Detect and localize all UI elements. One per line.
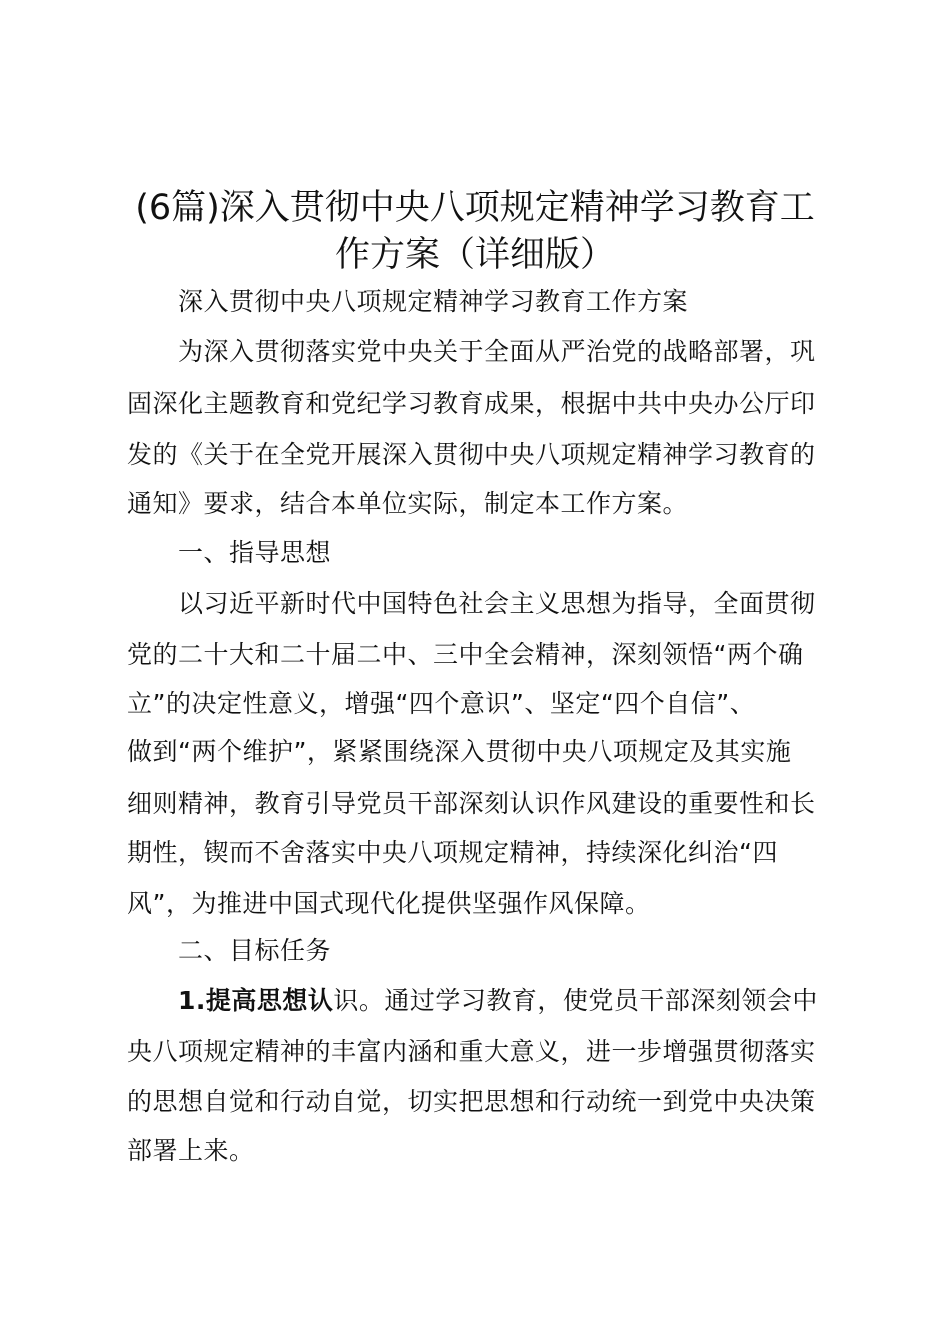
section-heading-2: 二、目标任务 bbox=[178, 936, 332, 965]
section1-paragraph-line: 风”，为推进中国式现代化提供坚强作风保障。 bbox=[127, 889, 651, 918]
intro-paragraph-line: 通知》要求，结合本单位实际，制定本工作方案。 bbox=[127, 489, 689, 518]
section1-paragraph-line: 党的二十大和二十届二中、三中全会精神，深刻领悟“两个确 bbox=[127, 640, 804, 669]
document-title-line-1: (6篇)深入贯彻中央八项规定精神学习教育工 bbox=[135, 188, 815, 228]
section2-item1-line bbox=[178, 984, 838, 1018]
section1-paragraph-line: 做到“两个维护”，紧紧围绕深入贯彻中央八项规定及其实施 bbox=[127, 737, 792, 766]
document-title-line-2: 作方案（详细版） bbox=[334, 235, 615, 275]
section2-item1-line: 的思想自觉和行动自觉，切实把思想和行动统一到党中央决策 bbox=[127, 1087, 816, 1116]
intro-paragraph-line: 发的《关于在全党开展深入贯彻中央八项规定精神学习教育的 bbox=[127, 440, 816, 469]
section-heading-1: 一、指导思想 bbox=[178, 538, 332, 567]
intro-paragraph-line: 为深入贯彻落实党中央关于全面从严治党的战略部署，巩 bbox=[178, 337, 816, 366]
section1-paragraph-line: 期性，锲而不舍落实中央八项规定精神，持续深化纠治“四 bbox=[127, 838, 778, 867]
section2-item1-line: 央八项规定精神的丰富内涵和重大意义，进一步增强贯彻落实 bbox=[127, 1037, 816, 1066]
section1-paragraph-line: 细则精神，教育引导党员干部深刻认识作风建设的重要性和长 bbox=[127, 789, 816, 818]
intro-paragraph-line: 固深化主题教育和党纪学习教育成果，根据中共中央办公厅印 bbox=[127, 389, 816, 418]
document-subtitle: 深入贯彻中央八项规定精神学习教育工作方案 bbox=[178, 287, 689, 316]
item1-bold-lead: 1.提高思想认 bbox=[178, 986, 334, 1015]
item1-text: 识。通过学习教育，使党员干部深刻领会中 bbox=[333, 986, 818, 1015]
section1-paragraph-line: 立”的决定性意义，增强“四个意识”、坚定“四个自信”、 bbox=[127, 689, 756, 718]
section1-paragraph-line: 以习近平新时代中国特色社会主义思想为指导，全面贯彻 bbox=[178, 589, 816, 618]
section2-item1-line: 部署上来。 bbox=[127, 1136, 255, 1165]
